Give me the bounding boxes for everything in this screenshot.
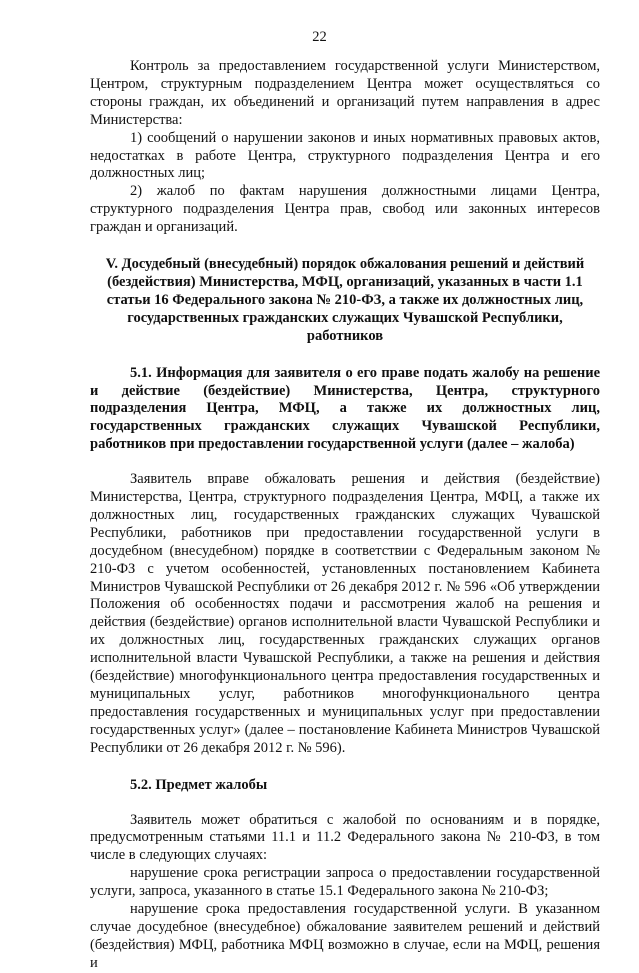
list-item-service-delay: нарушение срока предоставления государственной услуги. В указанном случае досудебное (внесудебное) обжалование заявителем решений и действий (бездействия) МФЦ, работника МФЦ возможно в случае, если на МФЦ, решения и xyxy=(90,901,600,971)
page-number: 22 xyxy=(312,29,327,45)
document-body xyxy=(90,58,600,973)
paragraph-grounds: Заявитель может обратиться с жалобой по основаниям и в порядке, предусмотренным статьями 11.1 и 11.2 Федерального закона № 210-ФЗ, в том числе в следующих случаях: xyxy=(90,811,600,864)
list-item-registration-delay: нарушение срока регистрации запроса о предоставлении государственной услуги, запроса, указанного в статье 15.1 Федерального закона № 210-ФЗ; xyxy=(90,865,600,900)
subsection-heading-5-1: 5.1. Информация для заявителя о его праве подать жалобу на решение и действие (бездействие) Министерства, Центра, структурного подразделения Центра, МФЦ, а также их должностных лиц, государственных гражданских служащих Чувашской Республики, работников при предоставлении государственной услуги (далее – жалоба) xyxy=(90,364,600,453)
subsection-heading-5-2: 5.2. Предмет жалобы xyxy=(130,776,268,793)
list-item-1: 1) сообщений о нарушении законов и иных нормативных правовых актов, недостатках в работе Центра, структурного подразделения Центра и его должностных лиц; xyxy=(90,129,600,182)
paragraph-appeal-right: Заявитель вправе обжаловать решения и действия (бездействие) Министерства, Центра, структурного подразделения Центра, МФЦ, а также их должностных лиц, государственных гражданских служащих Чувашской Республики, работников при предоставлении государственной услуги в досудебном (внесудебном) порядке в соответствии с Федеральным законом № 210-ФЗ с учетом особенностей, установленных постановлением Кабинета Министров Чувашской Республики от 26 декабря 2012 г. № 596 «Об утверждении Положения об особенностях подачи и рассмотрения жалоб на решения и действия (бездействие) органов исполнительной власти Чувашской Республики и их должностных лиц, государственных гражданских служащих органов исполнительной власти Чувашской Республики, а также на решения и действия (бездействие) многофункционального центра предоставления государственных и муниципальных услуг, работников многофункционального центра предоставления государственных и муниципальных услуг при предоставлении государственных услуг» (далее – постановление Кабинета Министров Чувашской Республики от 26 декабря 2012 г. № 596). xyxy=(90,471,600,756)
section-heading-v: V. Досудебный (внесудебный) порядок обжалования решений и действий (бездействия) Министерства, МФЦ, организаций, указанных в части 1.1 статьи 16 Федерального закона № 210-ФЗ, а также их должностных лиц, государственных гражданских служащих Чувашской Республики, работников xyxy=(105,256,585,344)
paragraph-control: Контроль за предоставлением государственной услуги Министерством, Центром, структурным подразделением Центра может осуществляться со стороны граждан, их объединений и организаций путем направления в адрес Министерства: xyxy=(90,58,600,128)
list-item-2: 2) жалоб по фактам нарушения должностными лицами Центра, структурного подразделения Центра прав, свобод или законных интересов граждан и организаций. xyxy=(90,183,600,236)
